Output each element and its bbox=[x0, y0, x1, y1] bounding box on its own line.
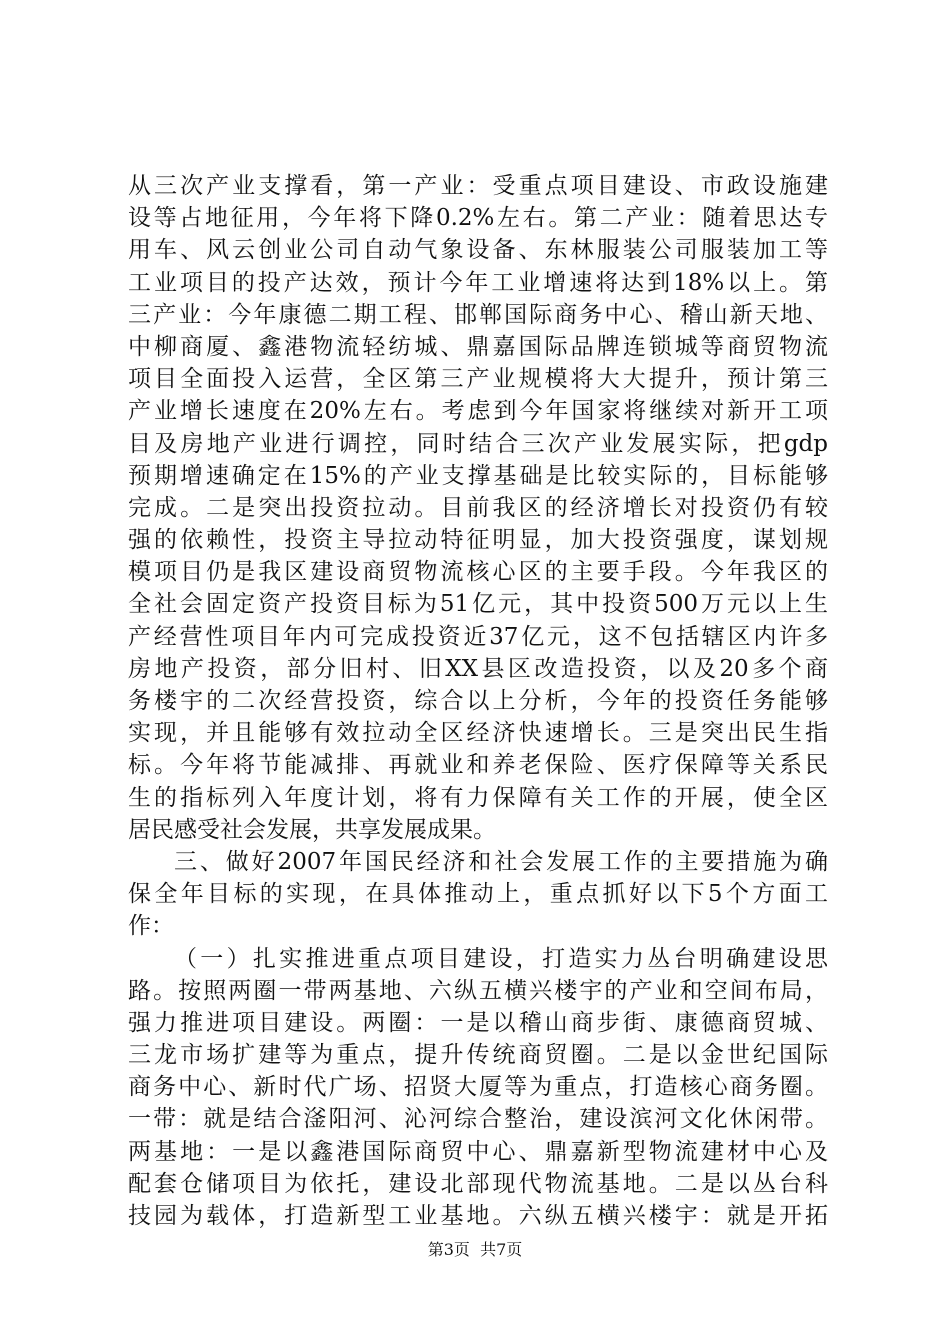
text-line: 从三次产业支撑看，第一产业：受重点项目建设、市政设施建 bbox=[128, 173, 828, 199]
text-line: 工业项目的投产达效，预计今年工业增速将达到18%以上。第 bbox=[128, 269, 828, 296]
text-line: 路。按照两圈一带两基地、六纵五横兴楼宇的产业和空间布局， bbox=[128, 977, 828, 1004]
text-line: 作： bbox=[128, 913, 174, 940]
text-line: 实现，并且能够有效拉动全区经济快速增长。三是突出民生指 bbox=[128, 720, 828, 747]
text-line: 预期增速确定在15%的产业支撑基础是比较实际的，目标能够 bbox=[128, 462, 828, 489]
text-line: 三龙市场扩建等为重点，提升传统商贸圈。二是以金世纪国际 bbox=[128, 1042, 828, 1069]
text-line: 保全年目标的实现，在具体推动上，重点抓好以下5个方面工 bbox=[128, 881, 828, 908]
text-line: 强的依赖性，投资主导拉动特征明显，加大投资强度，谋划规 bbox=[128, 527, 828, 554]
text-line: 三、做好2007年国民经济和社会发展工作的主要措施为确 bbox=[174, 848, 828, 875]
text-line: 设等占地征用，今年将下降0.2%左右。第二产业：随着思达专 bbox=[128, 205, 828, 232]
text-line: 强力推进项目建设。两圈：一是以稽山商步街、康德商贸城、 bbox=[128, 1009, 828, 1036]
page-footer: 第3页 共7页 bbox=[427, 1240, 523, 1259]
text-line: 两基地：一是以鑫港国际商贸中心、鼎嘉新型物流建材中心及 bbox=[128, 1138, 828, 1165]
text-line: 产业增长速度在20%左右。考虑到今年国家将继续对新开工项 bbox=[128, 398, 828, 425]
text-line: 商务中心、新时代广场、招贤大厦等为重点，打造核心商务圈。 bbox=[128, 1074, 828, 1101]
text-line: （一）扎实推进重点项目建设，打造实力丛台明确建设思 bbox=[174, 945, 828, 972]
text-line: 房地产投资，部分旧村、旧XX县区改造投资，以及20多个商 bbox=[128, 655, 828, 682]
text-line: 配套仓储项目为依托，建设北部现代物流基地。二是以丛台科 bbox=[128, 1170, 828, 1197]
document-body bbox=[128, 170, 828, 1232]
text-line: 务楼宇的二次经营投资，综合以上分析，今年的投资任务能够 bbox=[128, 688, 828, 714]
text-line: 全社会固定资产投资目标为51亿元，其中投资500万元以上生 bbox=[128, 591, 828, 618]
text-line: 标。今年将节能减排、再就业和养老保险、医疗保障等关系民 bbox=[128, 752, 828, 779]
text-line: 三产业：今年康德二期工程、邯郸国际商务中心、稽山新天地、 bbox=[128, 301, 828, 328]
text-line: 技园为载体，打造新型工业基地。六纵五横兴楼宇：就是开拓 bbox=[128, 1203, 828, 1229]
text-line: 项目全面投入运营，全区第三产业规模将大大提升，预计第三 bbox=[128, 366, 828, 393]
text-line: 居民感受社会发展，共享发展成果。 bbox=[128, 816, 496, 843]
text-line: 模项目仍是我区建设商贸物流核心区的主要手段。今年我区的 bbox=[128, 559, 828, 586]
text-line: 生的指标列入年度计划，将有力保障有关工作的开展，使全区 bbox=[128, 784, 828, 811]
text-line: 完成。二是突出投资拉动。目前我区的经济增长对投资仍有较 bbox=[128, 494, 828, 521]
text-line: 中柳商厦、鑫港物流轻纺城、鼎嘉国际品牌连锁城等商贸物流 bbox=[128, 333, 828, 360]
text-line: 目及房地产业进行调控，同时结合三次产业发展实际，把gdp bbox=[128, 430, 828, 457]
text-line: 用车、风云创业公司自动气象设备、东林服装公司服装加工等 bbox=[128, 237, 828, 264]
text-line: 一带：就是结合滏阳河、沁河综合整治，建设滨河文化休闲带。 bbox=[128, 1106, 828, 1133]
text-line: 产经营性项目年内可完成投资近37亿元，这不包括辖区内许多 bbox=[128, 623, 828, 650]
